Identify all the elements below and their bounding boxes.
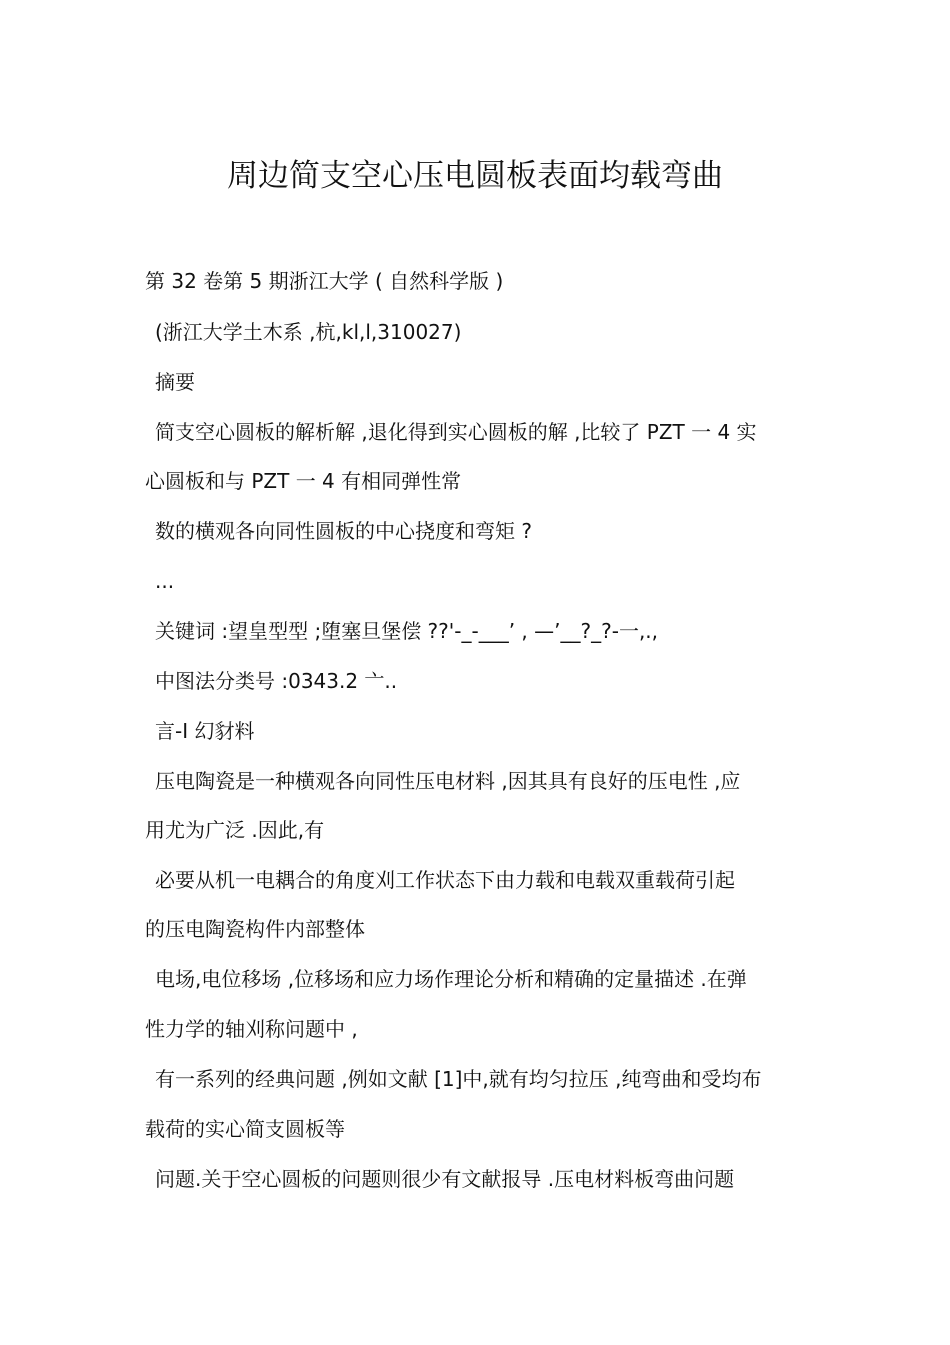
journal-info-line: 第 32 卷第 5 期浙江大学 ( 自然科学版 ) [145,269,504,293]
paragraph-line: 的压电陶瓷构件内部整体 [145,917,365,941]
paragraph-line: 心圆板和与 PZT 一 4 有相同弹性常 [145,469,462,493]
paragraph-line: 有一系列的经典问题 ,例如文献 [1]中,就有均匀拉压 ,纯弯曲和受均布 [155,1067,762,1091]
paragraph-line: 载荷的实心简支圆板等 [145,1117,345,1141]
paragraph-line: 简支空心圆板的解析解 ,退化得到实心圆板的解 ,比较了 PZT 一 4 实 [155,420,757,444]
paragraph-line: 用尤为广泛 .因此,有 [145,818,325,842]
paragraph-line: 问题.关于空心圆板的问题则很少有文献报导 .压电材料板弯曲问题 [155,1167,735,1191]
keywords-line: 关键词 :望皇型型 ;堕塞旦堡偿 ??'-_-___’ , —’__?_?-一,., [155,619,659,643]
classification-line: 中图法分类号 :0343.2 亠.. [155,669,398,693]
paragraph-line: 压电陶瓷是一种横观各向同性压电材料 ,因其具有良好的压电性 ,应 [155,769,741,793]
ellipsis-line: ... [155,569,175,593]
section-heading: 言-I 幻豺料 [155,719,255,743]
abstract-heading: 摘要 [155,370,195,394]
document-title: 周边简支空心压电圆板表面均载弯曲 [227,158,723,194]
paragraph-line: 电场,电位移场 ,位移场和应力场作理论分析和精确的定量描述 .在弹 [155,967,747,991]
paragraph-line: 数的横观各向同性圆板的中心挠度和弯矩 ? [155,519,532,543]
paragraph-line: 必要从机一电耦合的角度刈工作状态下由力载和电载双重载荷引起 [155,868,735,892]
affiliation-line: (浙江大学土木系 ,杭,kl,l,310027) [155,320,462,344]
paragraph-line: 性力学的轴刈称问题中 , [145,1017,358,1041]
